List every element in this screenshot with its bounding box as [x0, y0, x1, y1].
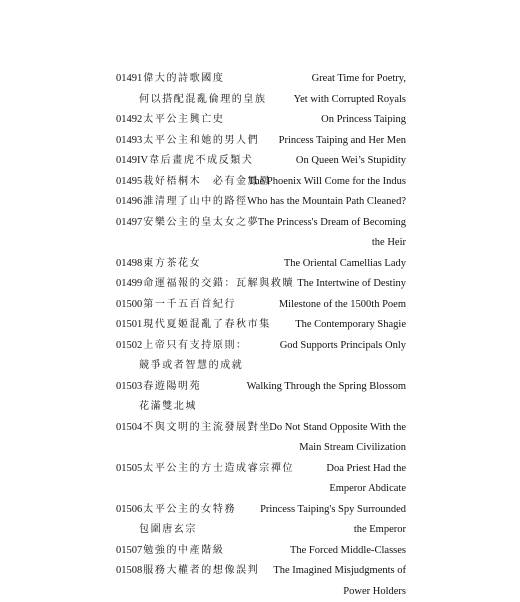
chinese-title-text: 第一千五百首紀行: [143, 299, 236, 310]
chinese-title-text: 東方茶花女: [143, 258, 201, 269]
chinese-title-text: 安樂公主的皇太女之夢: [143, 217, 259, 228]
poem-number: 01500: [116, 299, 142, 310]
poem-number: 01498: [116, 258, 142, 269]
toc-entry: [116, 315, 406, 336]
english-title: God Supports Principals Only: [280, 336, 406, 357]
toc-entry: [116, 90, 406, 111]
poem-number: 01497: [116, 217, 142, 228]
toc-entry: [116, 582, 406, 602]
chinese-title: [116, 192, 248, 213]
poem-number: 01507: [116, 545, 142, 556]
chinese-title-text: 太平公主興亡史: [143, 114, 224, 125]
english-title: Yet with Corrupted Royals: [294, 90, 406, 111]
chinese-title-text: 競爭或者智慧的成就: [139, 360, 243, 371]
chinese-title-text: 現代夏姬混亂了春秋市集: [143, 319, 271, 330]
toc-entry: [116, 233, 406, 254]
chinese-title: [116, 377, 201, 398]
chinese-title-text: 春遊陽明苑: [143, 381, 201, 392]
english-title: the Emperor: [354, 520, 406, 541]
chinese-title: [116, 213, 259, 234]
poem-number: 01508: [116, 565, 142, 576]
chinese-title-text: 包圍唐玄宗: [139, 524, 197, 535]
toc-entry: [116, 438, 406, 459]
toc-entry: [116, 561, 406, 582]
toc-entry: [116, 479, 406, 500]
chinese-title: [116, 315, 271, 336]
chinese-title: [116, 131, 259, 152]
chinese-title: [116, 561, 259, 582]
poem-number: 01496: [116, 196, 142, 207]
english-title: Milestone of the 1500th Poem: [279, 295, 406, 316]
toc-entry: [116, 295, 406, 316]
toc-entry: [116, 192, 406, 213]
toc-entry: [116, 151, 406, 172]
poem-number: 0149IV: [116, 155, 148, 166]
toc-entry: [116, 418, 406, 439]
english-title: The Oriental Camellias Lady: [284, 254, 406, 275]
poem-number: 01504: [116, 422, 142, 433]
chinese-title: [116, 336, 248, 357]
english-title: The Forced Middle-Classes: [290, 541, 406, 562]
chinese-title: [116, 110, 224, 131]
chinese-title: [116, 151, 254, 172]
chinese-title-text: 何以搭配混亂倫理的皇族: [139, 94, 267, 105]
poem-number: 01505: [116, 463, 142, 474]
chinese-title-text: 命運福報的交錯：瓦解與救贖: [143, 278, 294, 289]
chinese-title: [116, 274, 294, 295]
poem-number: 01491: [116, 73, 142, 84]
poem-number: 01503: [116, 381, 142, 392]
chinese-title-text: 偉大的詩歌國度: [143, 73, 224, 84]
english-title: Power Holders: [343, 582, 406, 602]
english-title: Walking Through the Spring Blossom: [247, 377, 406, 398]
toc-entry: [116, 172, 406, 193]
english-title: The Contemporary Shagie: [295, 315, 406, 336]
chinese-title-text: 太平公主的方士造成睿宗禪位: [143, 463, 294, 474]
chinese-title-text: 太平公主和她的男人們: [143, 135, 259, 146]
toc-entry: [116, 131, 406, 152]
chinese-title-text: 韋后畫虎不成反類犬: [149, 155, 253, 166]
chinese-title: [116, 541, 224, 562]
english-title: Princess Taiping's Spy Surrounded: [260, 500, 406, 521]
english-title: the Heir: [372, 233, 406, 254]
chinese-title: [139, 90, 267, 111]
english-title: Great Time for Poetry,: [312, 69, 406, 90]
toc-entry: [116, 541, 406, 562]
english-title: The Imagined Misjudgments of: [273, 561, 406, 582]
english-title: The Intertwine of Destiny: [297, 274, 406, 295]
toc-entry: [116, 336, 406, 357]
chinese-title-text: 服務大權者的想像誤判: [143, 565, 259, 576]
poem-number: 01506: [116, 504, 142, 515]
chinese-title: [116, 254, 201, 275]
toc-entry: [116, 520, 406, 541]
toc-entry: [116, 274, 406, 295]
chinese-title: [116, 459, 294, 480]
chinese-title-text: 不與文明的主流發展對坐: [143, 422, 271, 433]
chinese-title-text: 誰清理了山中的路徑: [143, 196, 247, 207]
toc-entry: [116, 459, 406, 480]
toc-entry: [116, 110, 406, 131]
english-title: Who has the Mountain Path Cleaned?: [247, 192, 406, 213]
toc-entry: [116, 377, 406, 398]
chinese-title: [139, 520, 197, 541]
chinese-title: [116, 500, 236, 521]
english-title: The Princess's Dream of Becoming: [258, 213, 406, 234]
english-title: On Queen Wei’s Stupidity: [296, 151, 406, 172]
english-title: Princess Taiping and Her Men: [279, 131, 406, 152]
poem-number: 01492: [116, 114, 142, 125]
poem-number: 01493: [116, 135, 142, 146]
poem-number: 01501: [116, 319, 142, 330]
toc-entry: [116, 254, 406, 275]
toc-entry: [116, 397, 406, 418]
chinese-title: [116, 418, 271, 439]
english-title: Do Not Stand Opposite With the: [269, 418, 406, 439]
chinese-title-text: 花滿雙北城: [139, 401, 197, 412]
chinese-title: [116, 69, 224, 90]
chinese-title: [116, 295, 236, 316]
poem-number: 01499: [116, 278, 142, 289]
poem-number: 01502: [116, 340, 142, 351]
chinese-title-text: 栽好梧桐木 必有金鳳凰: [143, 176, 271, 187]
poem-number: 01495: [116, 176, 142, 187]
english-title: Doa Priest Had the: [326, 459, 406, 480]
chinese-title-text: 上帝只有支持原則：: [143, 340, 247, 351]
chinese-title-text: 勉強的中產階級: [143, 545, 224, 556]
table-of-contents: [116, 69, 406, 602]
toc-entry: [116, 500, 406, 521]
toc-entry: [116, 356, 406, 377]
english-title: Main Stream Civilization: [299, 438, 406, 459]
english-title: The Phoenix Will Come for the Indus: [248, 172, 406, 193]
chinese-title-text: 太平公主的女特務: [143, 504, 236, 515]
english-title: On Princess Taiping: [321, 110, 406, 131]
toc-entry: [116, 213, 406, 234]
chinese-title: [139, 356, 243, 377]
chinese-title: [139, 397, 197, 418]
english-title: Emperor Abdicate: [329, 479, 406, 500]
toc-entry: [116, 69, 406, 90]
